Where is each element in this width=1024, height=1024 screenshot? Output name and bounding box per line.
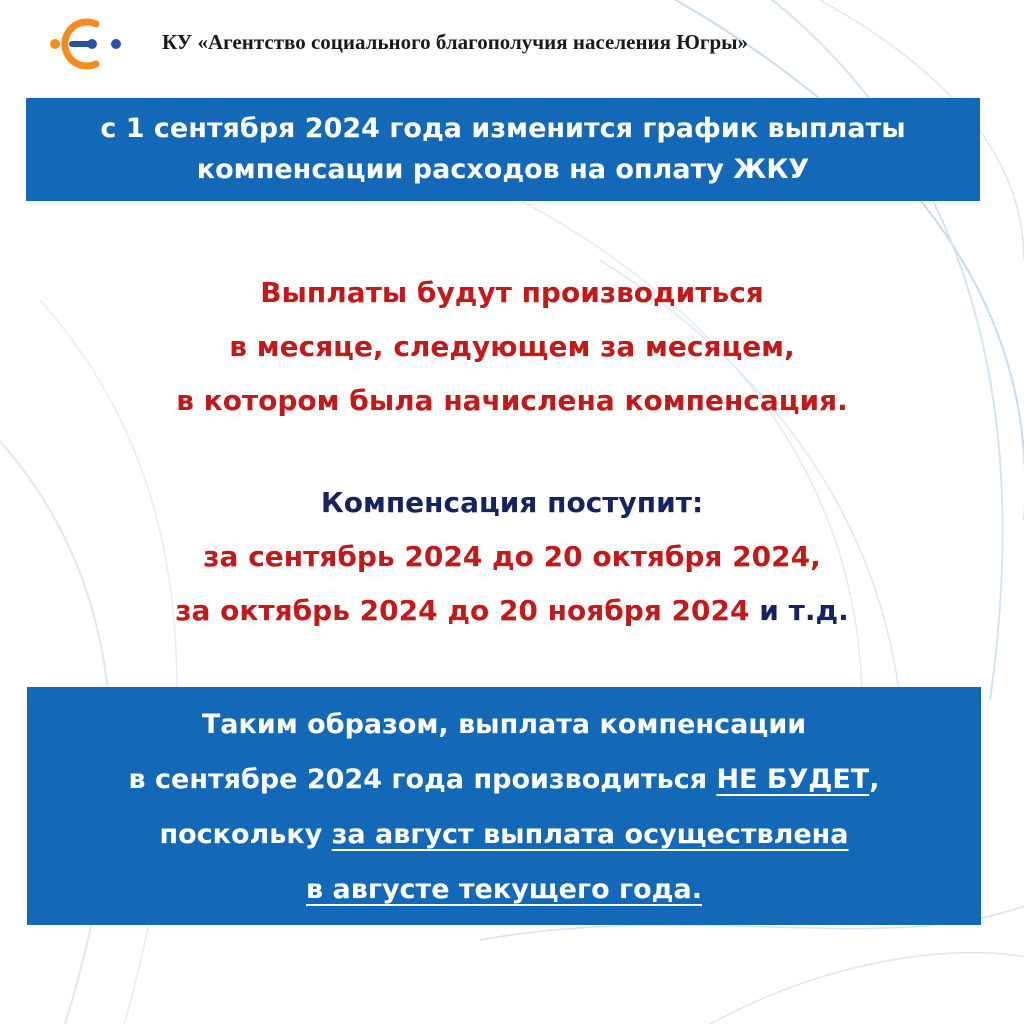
top-banner xyxy=(26,98,980,201)
header xyxy=(0,0,1024,90)
bottom-banner-line-2 xyxy=(27,752,981,807)
bottom-banner-line-3 xyxy=(27,807,981,862)
payments-line-2: в месяце, следующем за месяцем, xyxy=(229,330,795,363)
payments-statement xyxy=(0,266,1024,428)
schedule-item-october xyxy=(0,584,1024,638)
bottom-line-2-prefix: в сентябре 2024 года производиться xyxy=(128,764,717,795)
agency-logo-icon xyxy=(46,14,126,74)
schedule-item-september: за сентябрь 2024 до 20 октября 2024, xyxy=(203,540,821,573)
organization-name: КУ «Агентство социального благополучия населения Югры» xyxy=(162,30,749,54)
payments-line-1: Выплаты будут производиться xyxy=(260,276,764,309)
schedule-heading: Компенсация поступит: xyxy=(320,486,704,519)
top-banner-line-1: с 1 сентября 2024 года изменится график выплаты xyxy=(100,113,906,144)
not-will-emphasis: НЕ БУДЕТ xyxy=(716,764,870,795)
payment-schedule xyxy=(0,476,1024,638)
bottom-banner-line-4 xyxy=(27,862,981,917)
august-payment-emphasis: за август выплата осуществлена xyxy=(331,819,849,850)
schedule-etc: и т.д. xyxy=(749,594,849,627)
payments-line-3: в котором была начислена компенсация. xyxy=(176,384,848,417)
bottom-line-3-prefix: поскольку xyxy=(159,819,332,850)
bottom-line-2-suffix: , xyxy=(869,764,880,795)
current-year-emphasis: в августе текущего года. xyxy=(306,874,702,905)
bottom-banner-line-1: Таким образом, выплата компенсации xyxy=(201,709,807,740)
schedule-item-october-text: за октябрь 2024 до 20 ноября 2024 xyxy=(175,594,750,627)
bottom-banner xyxy=(27,687,981,925)
top-banner-line-2: компенсации расходов на оплату ЖКУ xyxy=(196,154,810,185)
